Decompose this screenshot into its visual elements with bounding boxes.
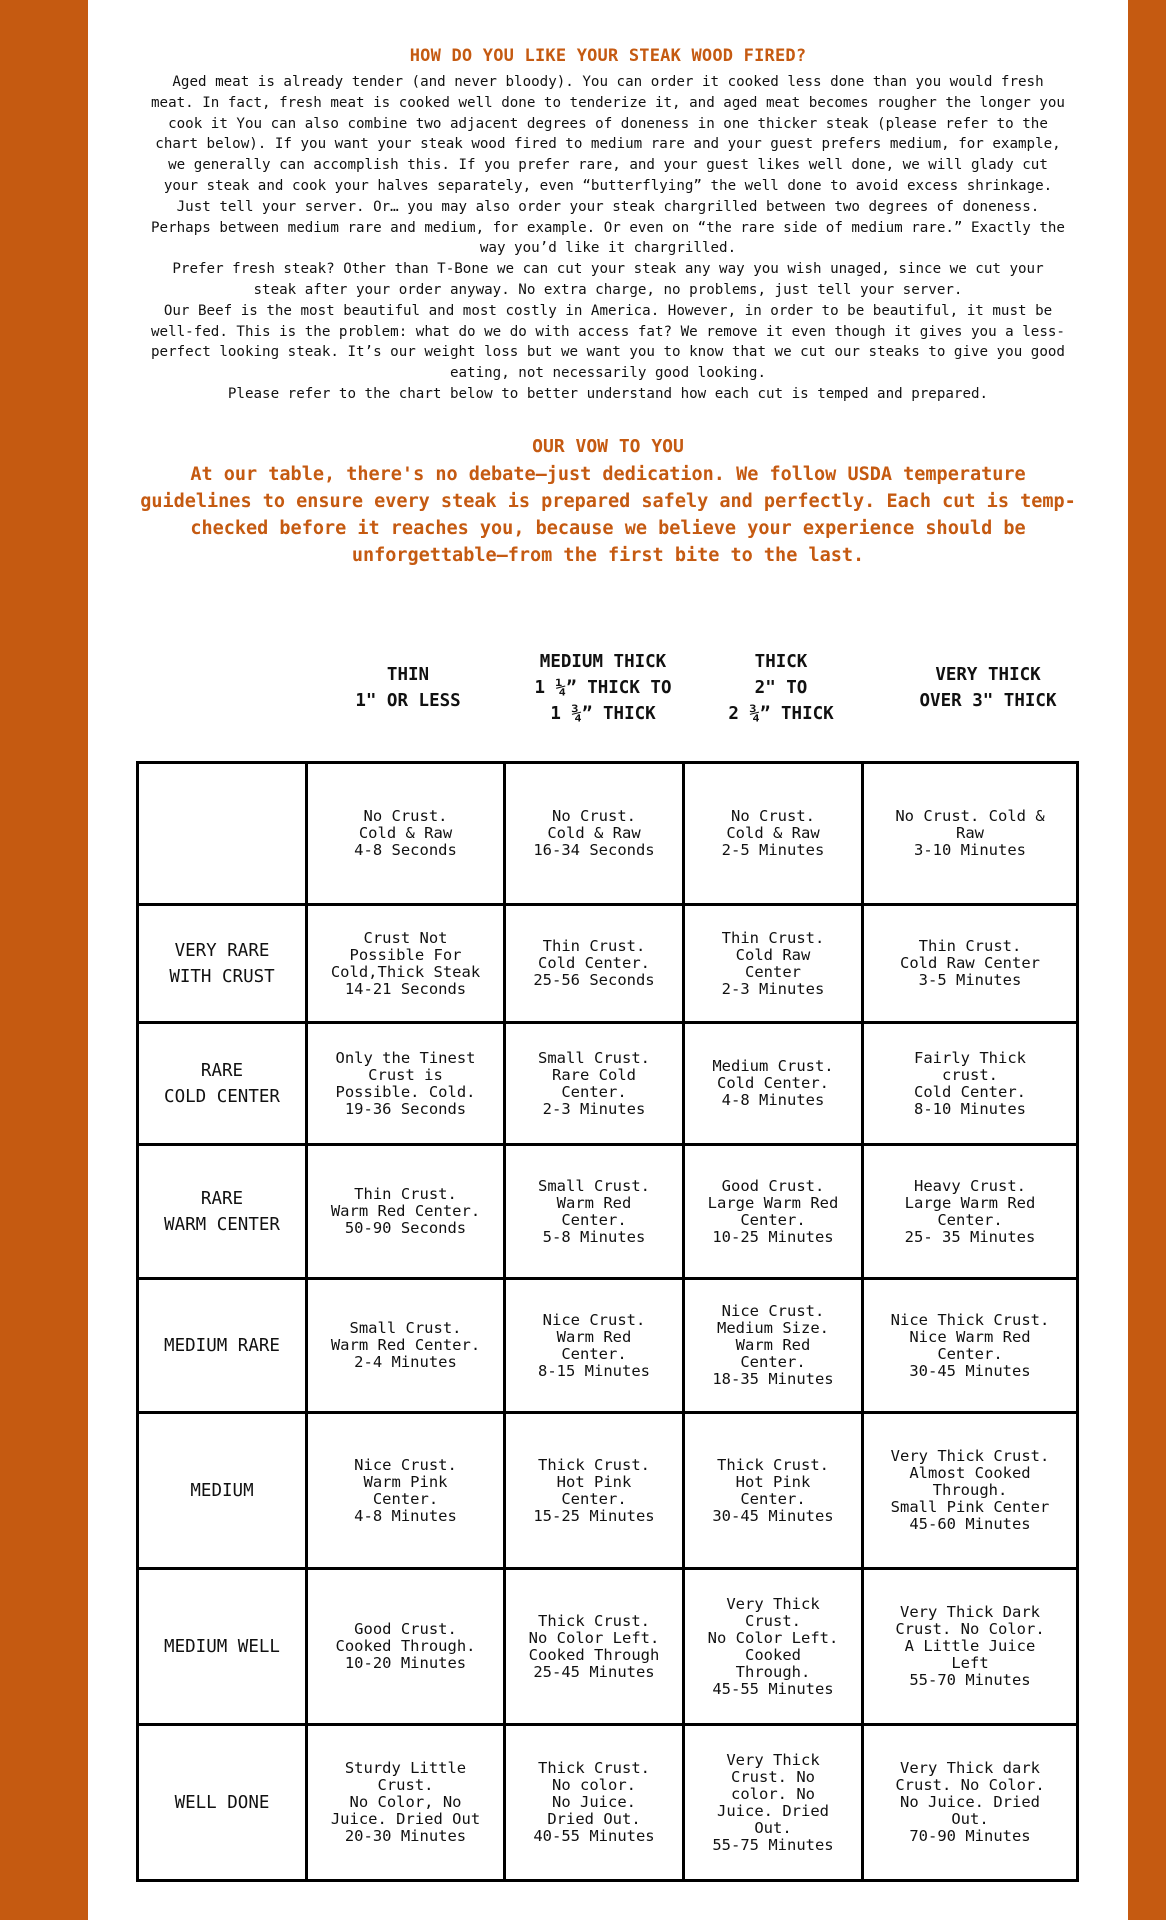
table-row <box>138 1725 1078 1881</box>
table-cell: Very Thick Crust. Almost Cooked Through. Small Pink Center 45-60 Minutes <box>863 1413 1078 1569</box>
table-cell: Thick Crust. No Color Left. Cooked Through 25-45 Minutes <box>505 1569 684 1725</box>
row-label: WELL DONE <box>138 1725 307 1881</box>
table-cell: No Crust. Cold & Raw 4-8 Seconds <box>307 763 505 905</box>
column-header-thick: THICK 2" TO 2 ¾” THICK <box>728 652 834 724</box>
table-cell: Nice Thick Crust. Nice Warm Red Center. 30-45 Minutes <box>863 1279 1078 1413</box>
table-cell: Good Crust. Large Warm Red Center. 10-25 Minutes <box>684 1145 863 1279</box>
table-cell: Thin Crust. Warm Red Center. 50-90 Seconds <box>307 1145 505 1279</box>
table-cell: Nice Crust. Warm Pink Center. 4-8 Minutes <box>307 1413 505 1569</box>
table-cell: Medium Crust. Cold Center. 4-8 Minutes <box>684 1023 863 1145</box>
table-cell: Small Crust. Rare Cold Center. 2-3 Minutes <box>505 1023 684 1145</box>
table-cell: Thick Crust. No color. No Juice. Dried Out. 40-55 Minutes <box>505 1725 684 1881</box>
table-cell: Thick Crust. Hot Pink Center. 30-45 Minutes <box>684 1413 863 1569</box>
table-row <box>138 1569 1078 1725</box>
table-cell: Good Crust. Cooked Through. 10-20 Minutes <box>307 1569 505 1725</box>
menu-page <box>88 0 1128 1920</box>
column-header-thin: THIN 1" OR LESS <box>355 665 461 711</box>
column-header-very-thick: VERY THICK OVER 3" THICK <box>919 665 1057 711</box>
table-row <box>138 763 1078 905</box>
table-cell: Small Crust. Warm Red Center. 5-8 Minutes <box>505 1145 684 1279</box>
table-row <box>138 1145 1078 1279</box>
vow-section <box>138 436 1078 569</box>
table-cell: Very Thick Crust. No color. No Juice. Dried Out. 55-75 Minutes <box>684 1725 863 1881</box>
table-cell: No Crust. Cold & Raw 16-34 Seconds <box>505 763 684 905</box>
row-label: RARE COLD CENTER <box>138 1023 307 1145</box>
doneness-chart <box>136 761 1079 1882</box>
table-cell: No Crust. Cold & Raw 2-5 Minutes <box>684 763 863 905</box>
row-label: VERY RARE WITH CRUST <box>138 905 307 1023</box>
row-label: MEDIUM <box>138 1413 307 1569</box>
table-cell: Very Thick Crust. No Color Left. Cooked Through. 45-55 Minutes <box>684 1569 863 1725</box>
table-cell: Small Crust. Warm Red Center. 2-4 Minutes <box>307 1279 505 1413</box>
table-cell: Fairly Thick crust. Cold Center. 8-10 Minutes <box>863 1023 1078 1145</box>
table-cell: Only the Tinest Crust is Possible. Cold. 19-36 Seconds <box>307 1023 505 1145</box>
row-label: RARE WARM CENTER <box>138 1145 307 1279</box>
table-cell: Very Thick Dark Crust. No Color. A Little Juice Left 55-70 Minutes <box>863 1569 1078 1725</box>
column-header-medium-thick: MEDIUM THICK 1 ¼” THICK TO 1 ¾” THICK <box>534 652 672 724</box>
table-cell: Thin Crust. Cold Center. 25-56 Seconds <box>505 905 684 1023</box>
intro-paragraph: Aged meat is already tender (and never bloody). You can order it cooked less done than you would fresh meat. In fact, fresh meat is cooked well done to tenderize it, and aged meat becomes rougher the longer you cook it You can also combine two adjacent degrees of doneness in one thicker steak (please refer to the chart below). If you want your steak wood fired to medium rare and your guest prefers medium, for example, we generally can accomplish this. If you prefer rare, and your guest likes well done, we will glady cut your steak and cook your halves separately, even “butterflying” the well done to avoid excess shrinkage. Just tell your server. Or… you may also order your steak chargrilled between two degrees of doneness. Perhaps between medium rare and medium, for example. Or even on “the rare side of medium rare.” Exactly the way you’d like it chargrilled. <box>151 74 1065 257</box>
table-cell: No Crust. Cold & Raw 3-10 Minutes <box>863 763 1078 905</box>
vow-body: At our table, there's no debate—just dedication. We follow USDA temperature guidelines to ensure every steak is prepared safely and perfectly. Each cut is temp-checked before it reaches you, because we believe your experience should be unforgettable—from the first bite to the last. <box>140 464 1076 566</box>
table-cell: Nice Crust. Medium Size. Warm Red Center. 18-35 Minutes <box>684 1279 863 1413</box>
table-cell: Very Thick dark Crust. No Color. No Juice. Dried Out. 70-90 Minutes <box>863 1725 1078 1881</box>
table-cell: Sturdy Little Crust. No Color, No Juice. Dried Out 20-30 Minutes <box>307 1725 505 1881</box>
table-cell: Heavy Crust. Large Warm Red Center. 25- 35 Minutes <box>863 1145 1078 1279</box>
intro-paragraph: Please refer to the chart below to better understand how each cut is temped and prepared. <box>227 385 989 402</box>
row-label: MEDIUM RARE <box>138 1279 307 1413</box>
table-cell: Thin Crust. Cold Raw Center 3-5 Minutes <box>863 905 1078 1023</box>
intro-title: HOW DO YOU LIKE YOUR STEAK WOOD FIRED? <box>409 46 807 66</box>
table-cell: Thin Crust. Cold Raw Center 2-3 Minutes <box>684 905 863 1023</box>
row-label <box>138 763 307 905</box>
table-cell: Crust Not Possible For Cold,Thick Steak 14-21 Seconds <box>307 905 505 1023</box>
table-row <box>138 1279 1078 1413</box>
table-cell: Nice Crust. Warm Red Center. 8-15 Minutes <box>505 1279 684 1413</box>
table-cell: Thick Crust. Hot Pink Center. 15-25 Minutes <box>505 1413 684 1569</box>
intro-section <box>148 46 1068 405</box>
table-row <box>138 1023 1078 1145</box>
intro-paragraph: Our Beef is the most beautiful and most costly in America. However, in order to be beautiful, it must be well-fed. This is the problem: what do we do with access fat? We remove it even though it gives you a less-perfect looking steak. It’s our weight loss but we want you to know that we cut our steaks to give you good eating, not necessarily good looking. <box>151 302 1065 382</box>
table-row <box>138 1413 1078 1569</box>
intro-paragraph: Prefer fresh steak? Other than T-Bone we can cut your steak any way you wish unaged, since we cut your steak after your order anyway. No extra charge, no problems, just tell your server. <box>172 261 1044 298</box>
table-row <box>138 905 1078 1023</box>
vow-title: OUR VOW TO YOU <box>532 436 684 457</box>
row-label: MEDIUM WELL <box>138 1569 307 1725</box>
